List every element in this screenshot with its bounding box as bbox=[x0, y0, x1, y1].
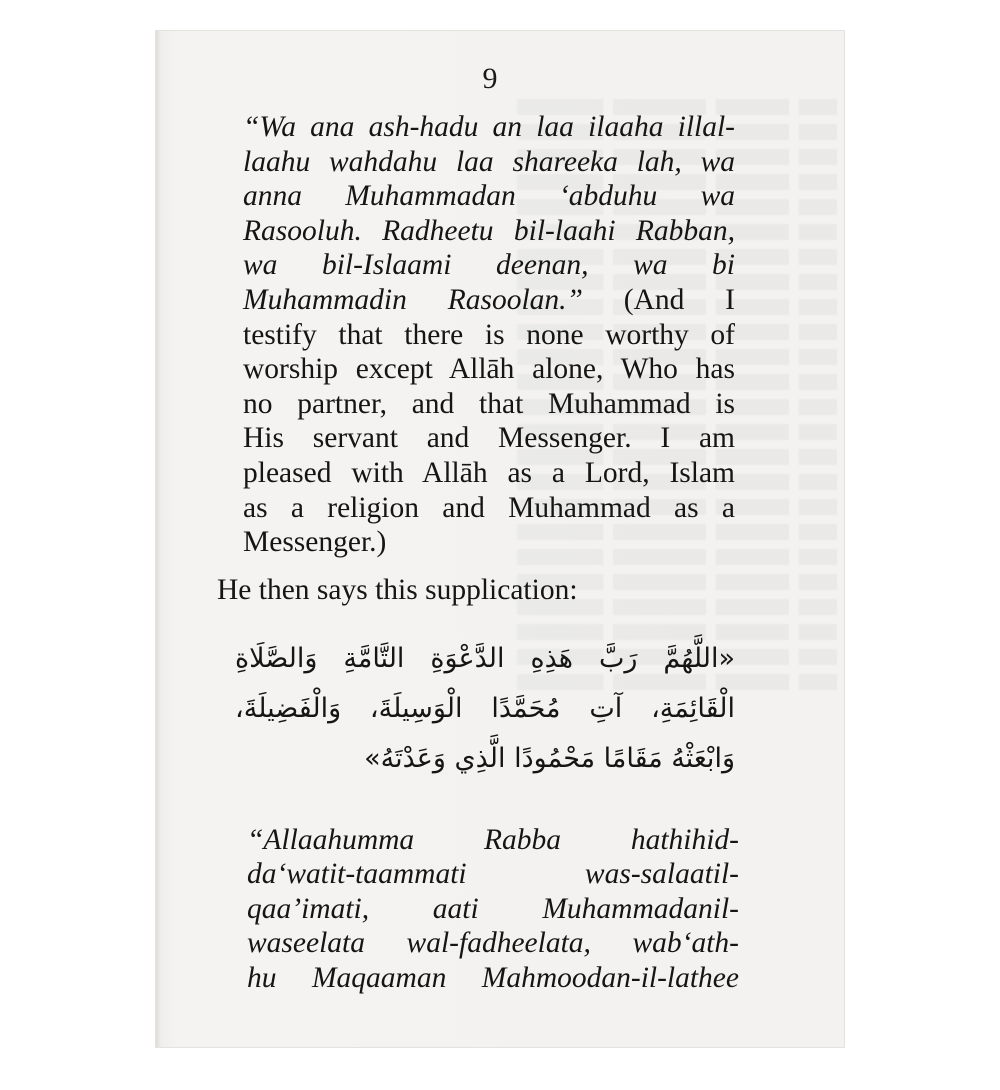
arabic-line: وَابْعَثْهُ مَقَامًا مَحْمُودًا الَّذِي وَعَدْتَهُ» bbox=[364, 743, 735, 774]
transliteration-line: hu Maqaaman Mahmoodan-il-lathee bbox=[247, 961, 739, 994]
shahada-line: laahu wahdahu laa shareeka lah, wa bbox=[243, 145, 735, 178]
shahada-line: anna Muhammadan ‘abduhu wa bbox=[243, 180, 735, 213]
page-number: 9 bbox=[482, 62, 498, 95]
shahada-line: “Wa ana ash-hadu an laa ilaaha illal- bbox=[243, 111, 735, 143]
transliteration-line: “Allaahumma Rabba hathihid- bbox=[247, 824, 739, 856]
shahada-paragraph bbox=[243, 110, 735, 560]
translation-line: Messenger.) bbox=[243, 526, 387, 559]
translation-line: no partner, and that Muhammad is bbox=[243, 387, 735, 420]
translation-line: testify that there is none worthy of bbox=[243, 318, 735, 351]
translation-start: (And I bbox=[582, 283, 735, 316]
translation-line: worship except Allāh alone, Who has bbox=[243, 353, 735, 386]
shahada-line: wa bil-Islaami deenan, wa bi bbox=[243, 249, 735, 282]
scanned-book-page bbox=[155, 30, 845, 1048]
shahada-line-mixed bbox=[243, 283, 735, 318]
arabic-line: «اللَّهُمَّ رَبَّ هَذِهِ الدَّعْوَةِ التَّامَّةِ وَالصَّلَاةِ bbox=[235, 643, 735, 674]
transliteration-line: da‘watit-taammati was-salaatil- bbox=[247, 858, 739, 891]
supplication-intro: He then says this supplication: bbox=[217, 574, 578, 606]
shahada-line: Rasooluh. Radheetu bil-laahi Rabban, bbox=[243, 214, 735, 247]
translation-line: pleased with Allāh as a Lord, Islam bbox=[243, 456, 735, 489]
transliteration-line: waseelata wal-fadheelata, wab‘ath- bbox=[247, 927, 739, 960]
supplication-arabic bbox=[235, 634, 735, 784]
translation-line: His servant and Messenger. I am bbox=[243, 422, 735, 455]
arabic-line: الْقَائِمَةِ، آتِ مُحَمَّدًا الْوَسِيلَةَ، وَالْفَضِيلَةَ، bbox=[235, 693, 735, 724]
transliteration-line: qaa’imati, aati Muhammadanil- bbox=[247, 892, 739, 925]
shahada-line-end: Muhammadin Rasoolan.” bbox=[243, 283, 583, 316]
supplication-transliteration bbox=[247, 823, 739, 995]
translation-line: as a religion and Muhammad as a bbox=[243, 491, 735, 524]
